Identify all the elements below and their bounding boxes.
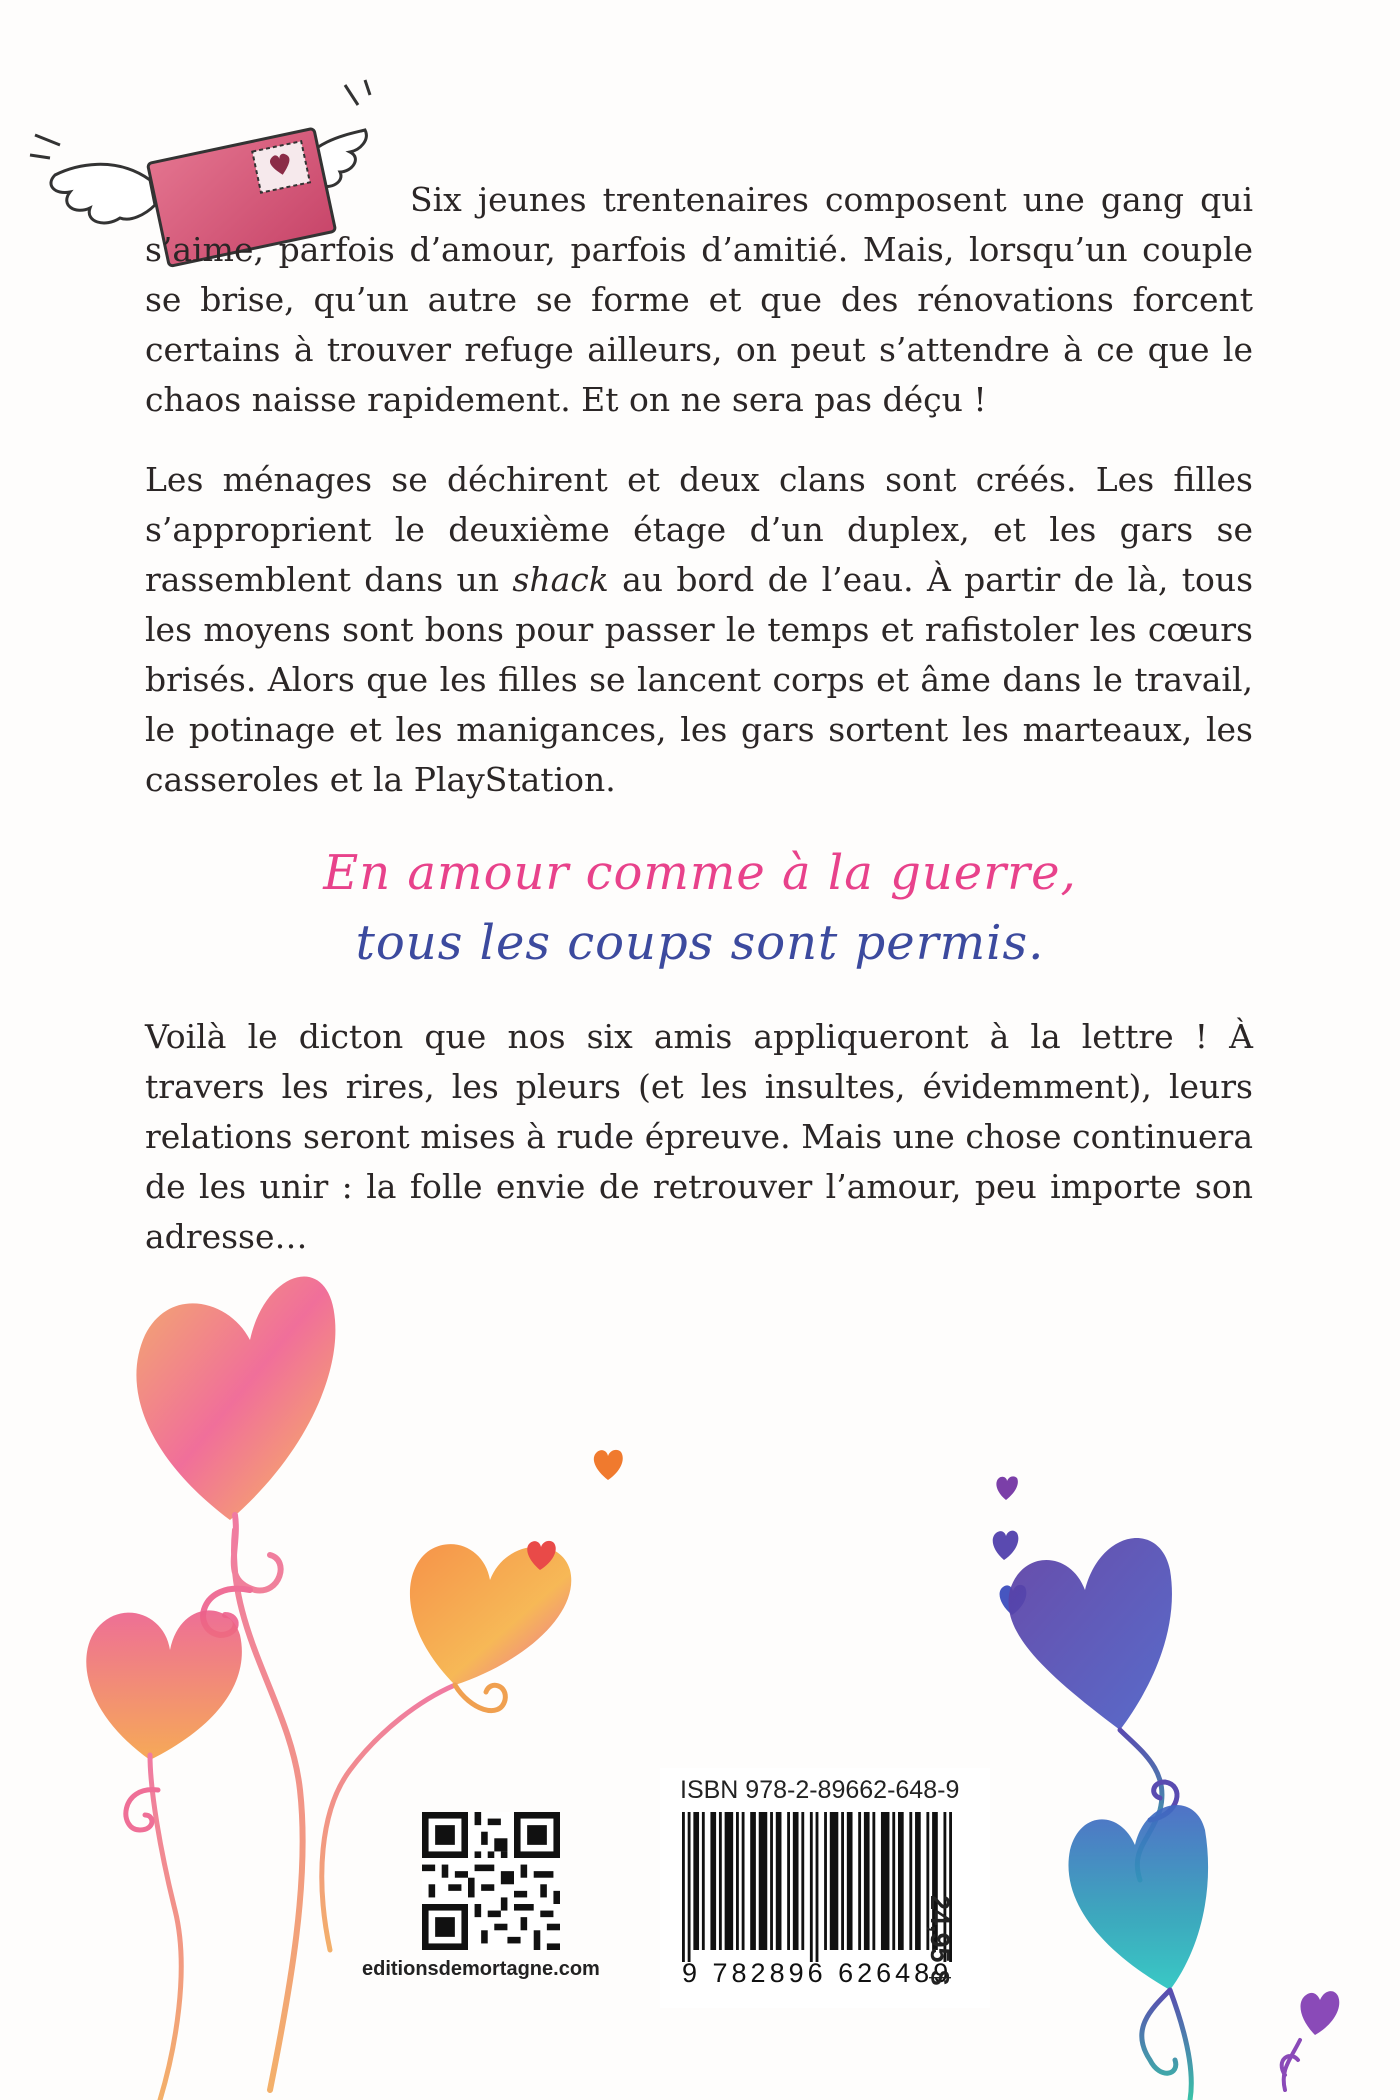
barcode-icon (682, 1812, 952, 1962)
tagline-line2: tous les coups sont permis. (355, 915, 1045, 971)
qr-code-icon (422, 1812, 560, 1950)
price-label: 24,95 $ (925, 1895, 955, 1986)
publisher-website: editionsdemortagne.com (362, 1958, 600, 1980)
barcode-digits: 9 782896 626489 (682, 1958, 953, 1988)
tagline-line1: En amour comme à la guerre, (323, 845, 1077, 901)
closing-paragraph: Voilà le dicton que nos six amis appliqueront à la lettre ! À travers les rires, les pleurs (et les insultes, évidemment), leurs relations seront mises à rude épreuve. Mais une chose continuera de les unir : la folle envie de retrouver l’amour, peu importe son adresse… (145, 1017, 1253, 1256)
clans-paragraph: Les ménages se déchirent et deux clans sont créés. Les filles s’approprient le deuxième étage d’un duplex, et les gars se rassemblent dans un shack au bord de l’eau. À partir de là, tous les moyens sont bons pour passer le temps et rafistoler les cœurs brisés. Alors que les filles se lancent corps et âme dans le travail, le potinage et les manigances, les gars sortent les marteaux, les casseroles et la PlayStation. (145, 460, 1254, 799)
isbn-label: ISBN 978-2-89662-648-9 (680, 1776, 960, 1804)
intro-paragraph: Six jeunes trentenaires composent une gang qui s’aime, parfois d’amour, parfois d’amitié. Mais, lorsqu’un couple se brise, qu’un autre se forme et que des rénovations forcent certains à trouver refuge ailleurs, on peut s’attendre à ce que le chaos naisse rapidement. Et on ne sera pas déçu ! (145, 180, 1253, 419)
